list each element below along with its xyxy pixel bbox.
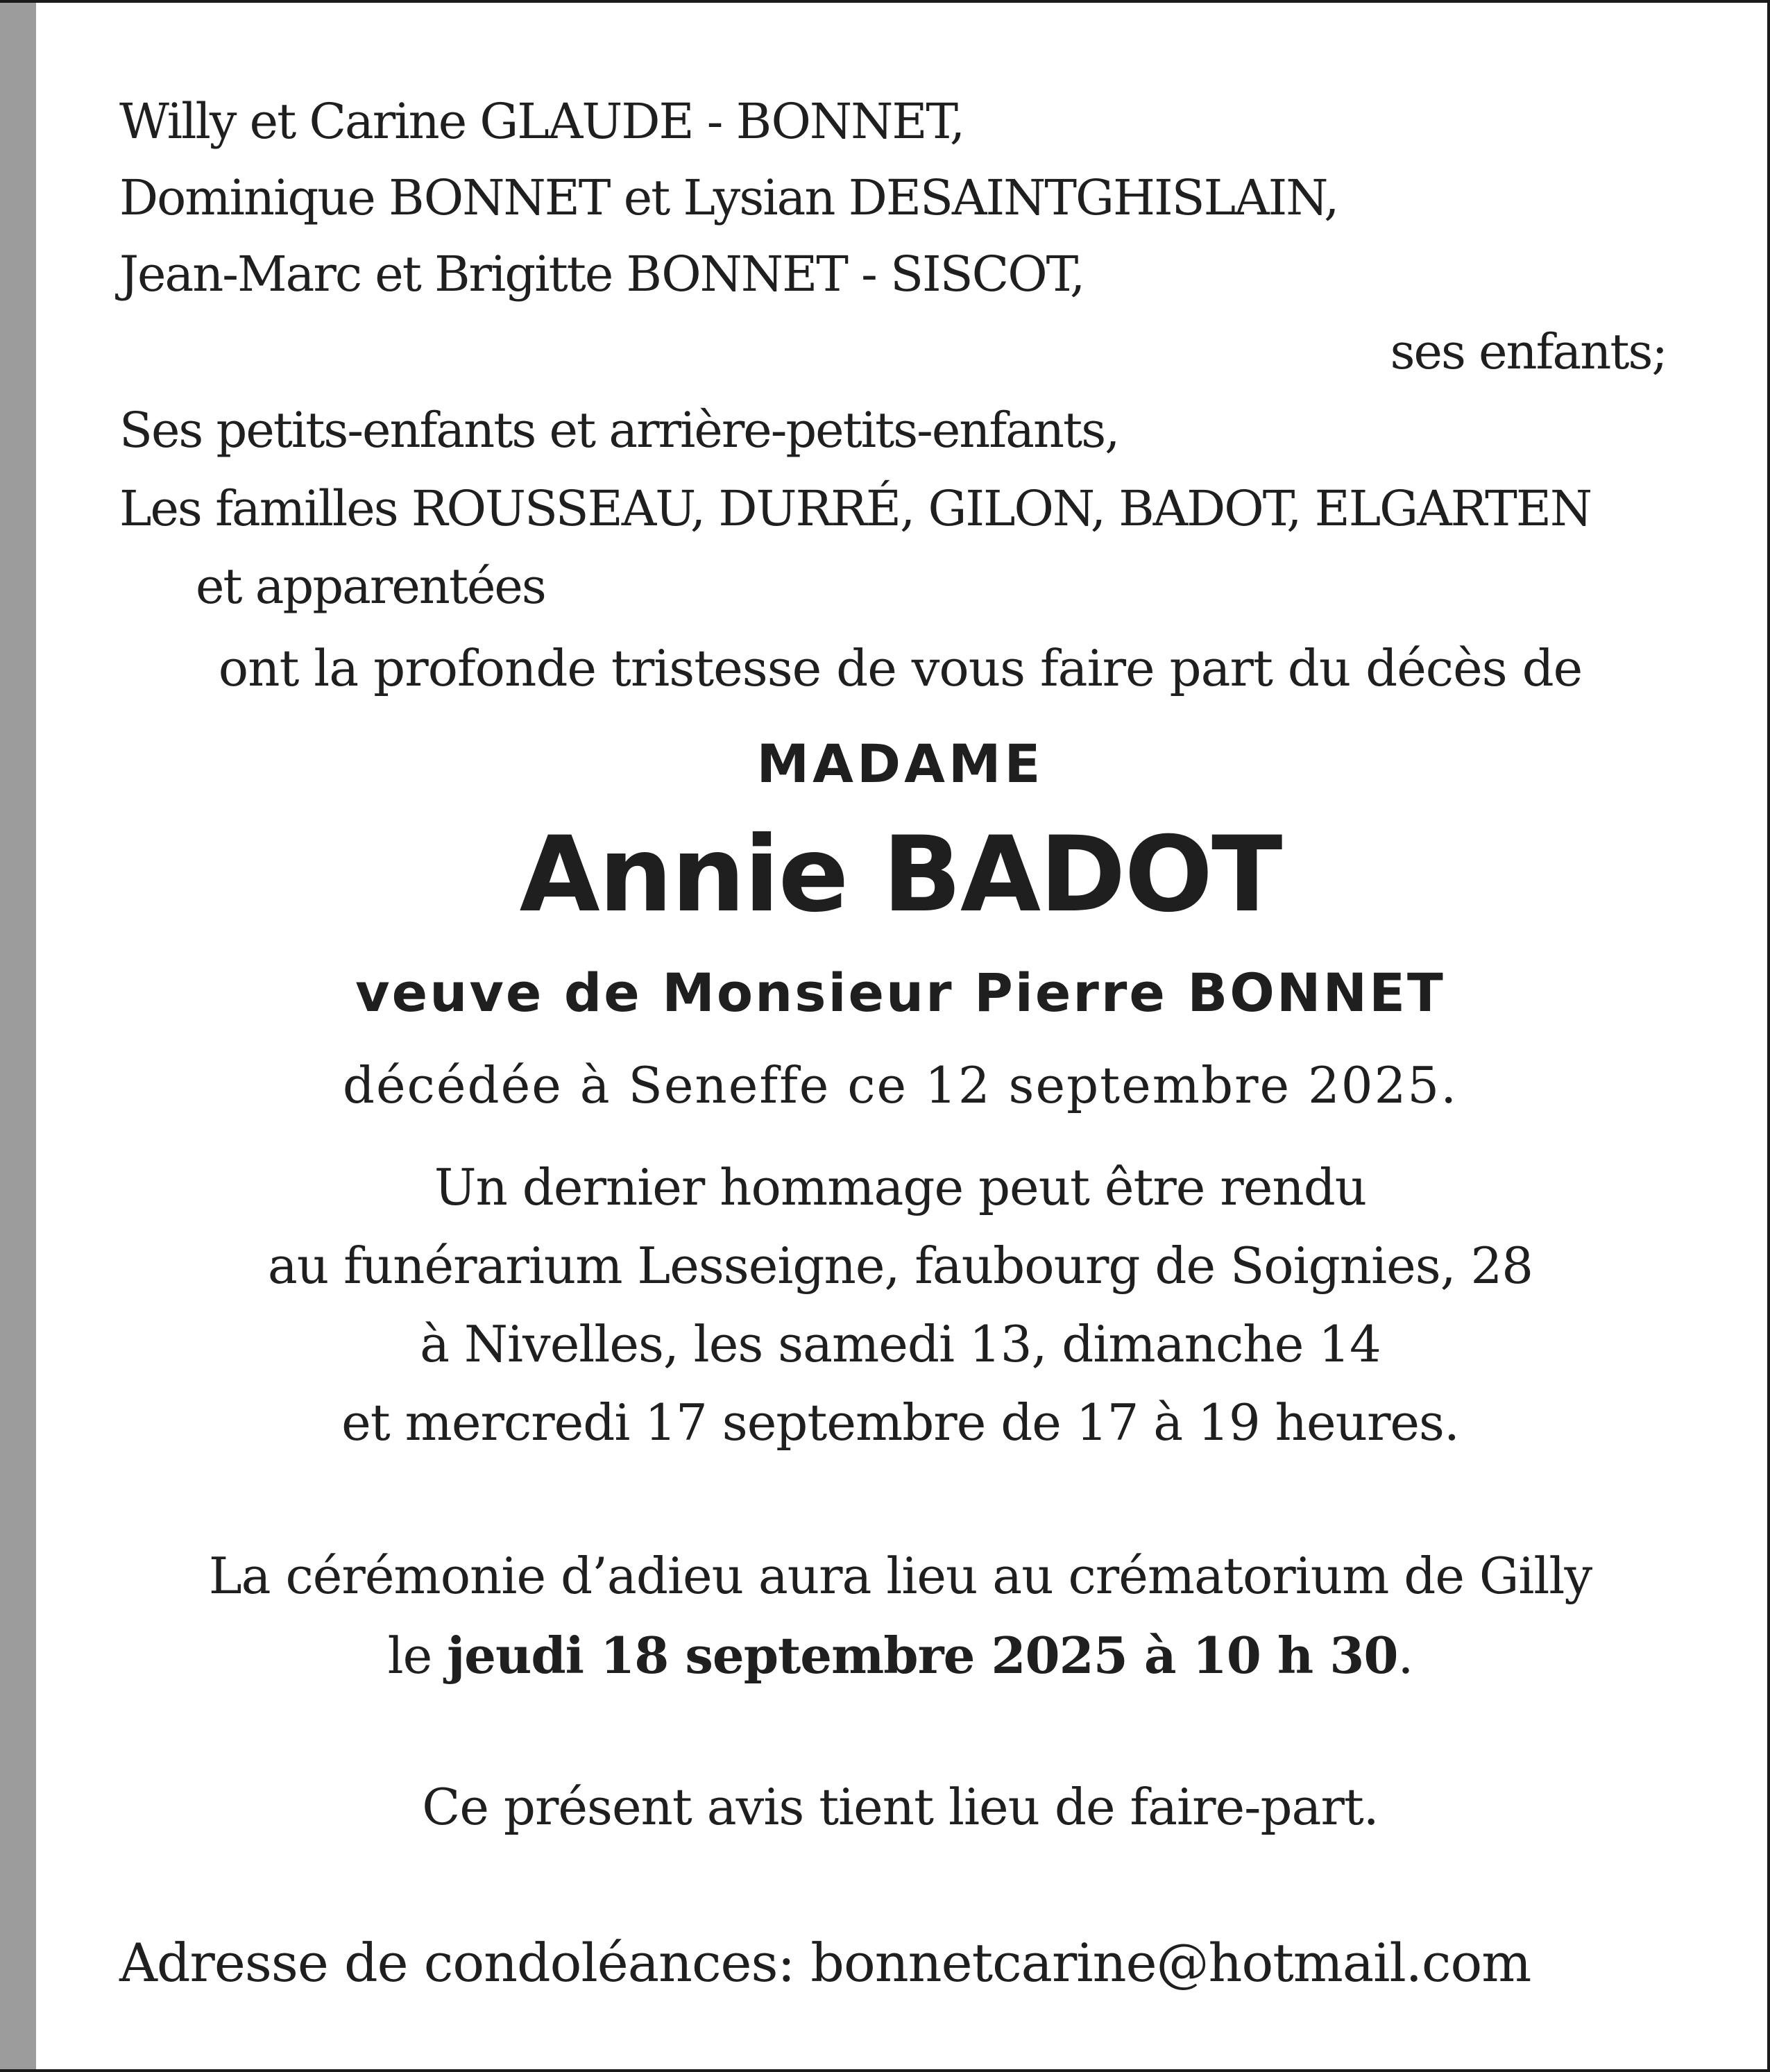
ceremony-suffix: . — [1397, 1627, 1413, 1685]
ceremony-line-2 — [36, 1626, 1764, 1685]
announcement: ont la profonde tristesse de vous faire part du décès de — [218, 639, 1583, 697]
tribute-line-2: au funérarium Lesseigne, faubourg de Soignies, 28 — [267, 1237, 1533, 1295]
condolences-address: Adresse de condoléances: bonnetcarine@hotmail.com — [119, 1932, 1531, 1994]
children-label: ses enfants; — [1390, 323, 1667, 380]
death-info: décédée à Seneffe ce 12 septembre 2025. — [342, 1056, 1458, 1114]
family-line-1: Willy et Carine GLAUDE - BONNET, — [119, 93, 964, 150]
tribute-line-4: et mercredi 17 septembre de 17 à 19 heures. — [341, 1393, 1459, 1452]
ceremony-prefix: le — [387, 1627, 448, 1685]
relatives-line-2: Les familles ROUSSEAU, DURRÉ, GILON, BADOT, ELGARTEN — [119, 480, 1592, 537]
tribute-line-3: à Nivelles, les samedi 13, dimanche 14 — [420, 1315, 1381, 1373]
family-line-2: Dominique BONNET et Lysian DESAINTGHISLAIN, — [119, 169, 1338, 226]
family-line-3: Jean-Marc et Brigitte BONNET - SISCOT, — [119, 246, 1084, 303]
left-margin-bar — [0, 3, 36, 2069]
relatives-line-1: Ses petits-enfants et arrière-petits-enfants, — [119, 402, 1119, 459]
ceremony-line-1: La cérémonie d’adieu aura lieu au crématorium de Gilly — [208, 1547, 1592, 1605]
faire-part-note: Ce présent avis tient lieu de faire-part. — [422, 1778, 1379, 1836]
ceremony-date: jeudi 18 septembre 2025 à 10 h 30 — [447, 1626, 1398, 1685]
tribute-line-1: Un dernier hommage peut être rendu — [434, 1158, 1367, 1216]
relatives-suffix: et apparentées — [196, 558, 545, 615]
honorific: MADAME — [756, 733, 1044, 795]
deceased-name: Annie BADOT — [519, 815, 1282, 935]
widow-of: veuve de Monsieur Pierre BONNET — [355, 962, 1445, 1024]
